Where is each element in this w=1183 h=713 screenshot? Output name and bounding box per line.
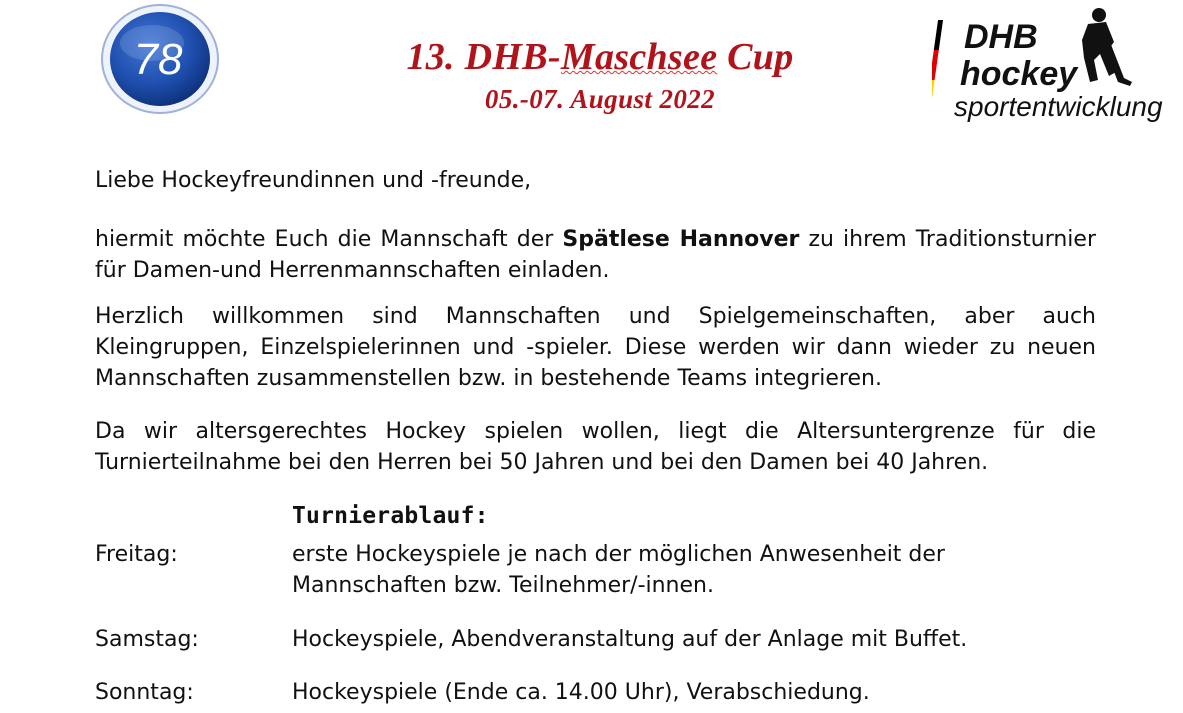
paragraph-invitation: hiermit möchte Euch die Mannschaft der Spätlese Hannover zu ihrem Traditionsturnier für Damen-und Herrenmannschaften einladen. [95,227,1096,283]
club-78-logo [100,3,220,115]
paragraph-welcome: Herzlich willkommen sind Mannschaften und Spielgemeinschaften, aber auch Kleingruppen, Einzelspielerinnen und -spieler. Diese werden wir dann wieder zu neuen Mannschaften zusammenstellen bzw. in bestehende Teams integrieren. [95,304,1096,391]
schedule-text-friday: erste Hockeyspiele je nach der möglichen Anwesenheit der Mannschaften bzw. Teilnehmer/-innen. [292,542,945,598]
schedule-day-saturday: Samstag: [95,627,199,652]
logo-78-text: 78 [133,35,183,84]
event-title-block [330,34,870,116]
title-underlined-word: Maschsee [560,36,718,78]
flag-stripe-gold [932,80,935,110]
schedule-heading: Turnierablauf: [292,503,489,529]
team-name: Spätlese Hannover [562,227,800,252]
flag-stripe-red [932,50,939,80]
hockey-player-icon [1082,8,1132,86]
dhb-logo-line2: hockey [960,55,1078,93]
greeting: Liebe Hockeyfreundinnen und -freunde, [95,168,532,193]
event-title: 13. DHB-Maschsee Cup [406,36,794,78]
dhb-hockey-logo [932,6,1183,126]
dhb-logo-line3: sportentwicklung [954,91,1163,122]
paragraph-age-limit: Da wir altersgerechtes Hockey spielen wollen, liegt die Altersuntergrenze für die Turnierteilnahme bei den Herren bei 50 Jahren und bei den Damen bei 40 Jahren. [95,419,1096,475]
event-date: 05.-07. August 2022 [484,84,716,114]
schedule-text-sunday: Hockeyspiele (Ende ca. 14.00 Uhr), Verabschiedung. [292,680,870,705]
schedule-day-friday: Freitag: [95,542,178,567]
flag-stripe-black [934,20,943,50]
schedule-text-saturday: Hockeyspiele, Abendveranstaltung auf der Anlage mit Buffet. [292,627,968,652]
schedule-day-sunday: Sonntag: [95,680,194,705]
dhb-logo-line1: DHB [964,18,1038,56]
